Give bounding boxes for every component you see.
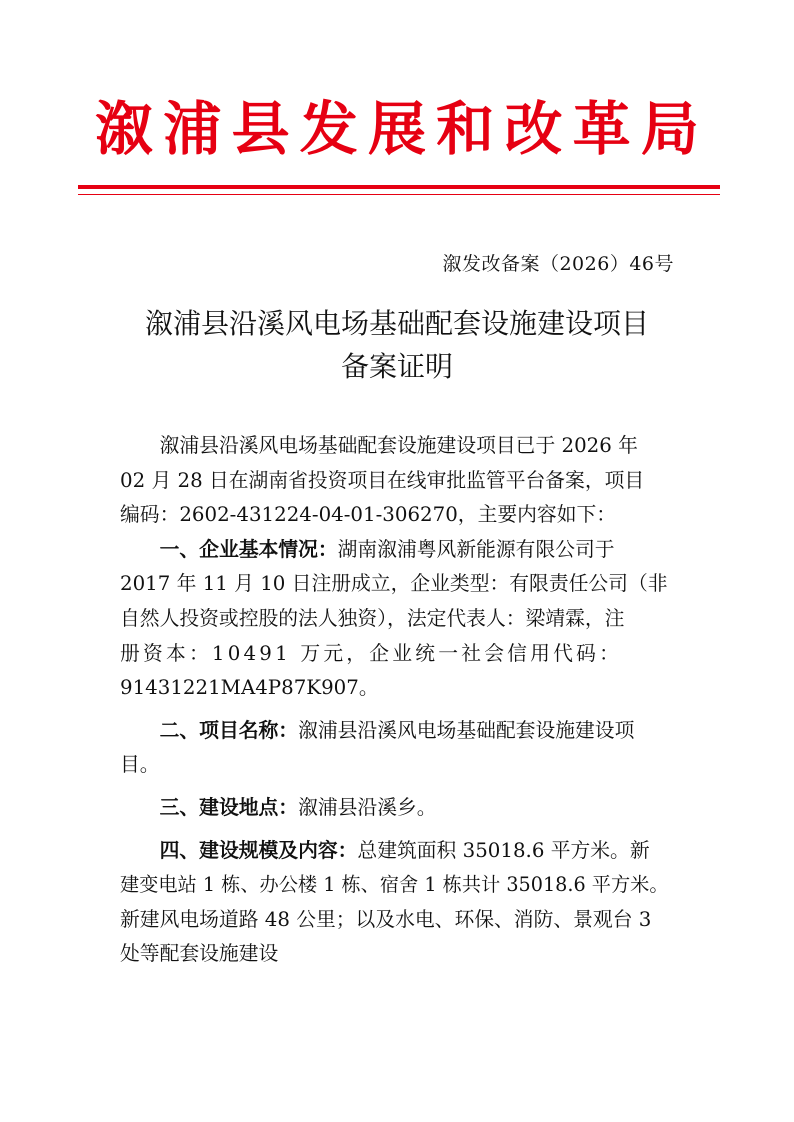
document-body	[120, 429, 675, 972]
document-number: 溆发改备案（2026）46号	[442, 253, 674, 275]
company-info-heading: 一、企业基本情况：	[159, 537, 338, 561]
company-info-line-3: 自然人投资或控股的法人独资），法定代表人：梁靖霖，注	[120, 606, 625, 630]
company-info-line-1	[120, 533, 675, 568]
document-title-line-2: 备案证明	[340, 350, 453, 383]
header-char: 发	[299, 95, 358, 163]
header-char: 浦	[163, 95, 222, 163]
header-char: 溆	[95, 95, 154, 163]
scale-line-2: 建变电站 1 栋、办公楼 1 栋、宿舍 1 栋共计 35018.6 平方米。	[120, 873, 669, 897]
issuing-authority-header	[95, 84, 699, 174]
project-name-line-1	[120, 714, 675, 749]
header-divider-thick	[78, 185, 720, 189]
header-char: 革	[572, 95, 631, 163]
scale-text: 总建筑面积 35018.6 平方米。新	[357, 838, 650, 862]
location-heading: 三、建设地点：	[159, 795, 299, 819]
company-info-line-2: 2017 年 11 月 10 日注册成立，企业类型：有限责任公司（非	[120, 572, 668, 596]
header-divider-thin	[78, 194, 720, 195]
location-text: 溆浦县沿溪乡。	[298, 795, 437, 819]
company-info-line-4: 册资本：10491 万元，企业统一社会信用代码：	[120, 641, 623, 665]
intro-line-3: 编码：2602-431224-04-01-306270，主要内容如下：	[120, 503, 617, 527]
scale-line-1	[120, 834, 675, 869]
header-char: 和	[436, 95, 495, 163]
header-char: 县	[231, 95, 290, 163]
header-char: 改	[504, 95, 563, 163]
company-info-line-5: 91431221MA4P87K907。	[120, 676, 379, 700]
scale-heading: 四、建设规模及内容：	[159, 838, 358, 862]
project-name-text: 溆浦县沿溪风电场基础配套设施建设项	[298, 718, 635, 742]
location-line-1	[120, 791, 675, 826]
scale-line-4: 处等配套设施建设	[120, 942, 279, 966]
scale-line-3: 新建风电场道路 48 公里；以及水电、环保、消防、景观台 3	[120, 907, 652, 931]
header-char: 展	[367, 95, 426, 163]
document-title-line-1: 溆浦县沿溪风电场基础配套设施建设项目	[144, 307, 649, 340]
header-char: 局	[640, 95, 699, 163]
intro-line-2: 02 月 28 日在湖南省投资项目在线审批监管平台备案，项目	[120, 468, 645, 492]
project-name-heading: 二、项目名称：	[159, 718, 299, 742]
intro-line-1: 溆浦县沿溪风电场基础配套设施建设项目已于 2026 年	[159, 434, 638, 457]
project-name-line-2: 目。	[120, 753, 160, 777]
company-info-text: 湖南溆浦粤风新能源有限公司于	[337, 537, 615, 561]
